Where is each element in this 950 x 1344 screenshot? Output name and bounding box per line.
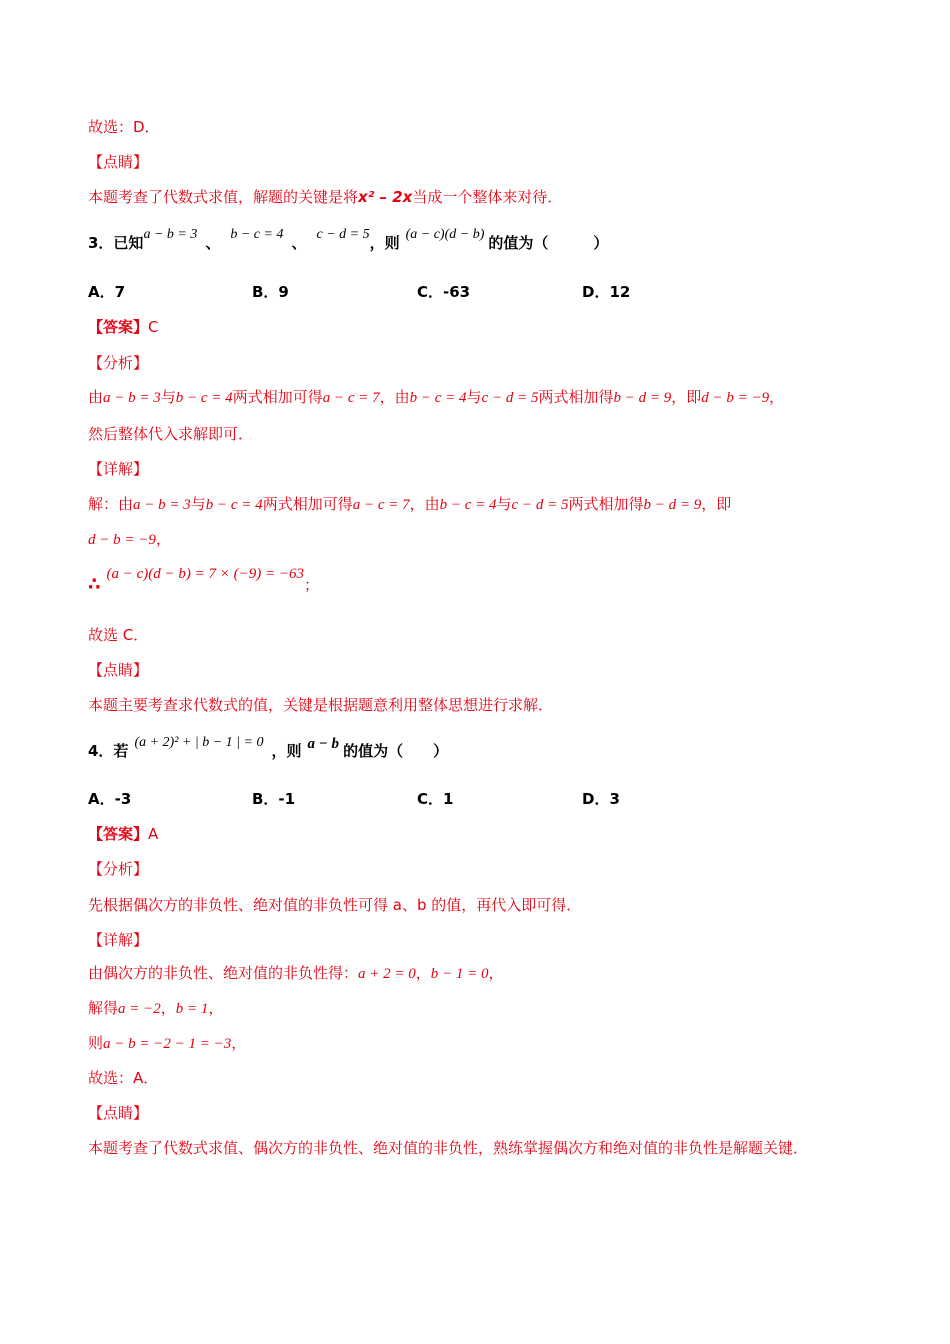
q3-number: 3．已知 (88, 234, 144, 252)
q4-detail-text: 则 (88, 1034, 104, 1052)
q3-detail-text: 解：由 (88, 495, 134, 513)
q4-answer (88, 823, 158, 845)
q3-expr: (a − c)(d − b) (405, 227, 485, 242)
q4-detail-text: 解得 (88, 999, 119, 1017)
q2-comment-math: x² – 2x (358, 188, 413, 206)
q4-detail-line1 (88, 962, 504, 985)
q4-cond: (a + 2)² + | b − 1 | = 0 (134, 735, 264, 750)
q4-detail-text: ， (488, 964, 504, 982)
q4-comment-tag: 【点睛】 (88, 1104, 149, 1122)
q4-answer-value: A (148, 825, 159, 843)
q4-conclusion: 故选：A． (88, 1069, 159, 1087)
q4-expr: a − b (307, 736, 340, 752)
q2-comment-tag: 【点睛】 (88, 153, 149, 171)
q3-detail-text: 两式相加可得 (262, 495, 353, 513)
q3-cond2: b − c = 4 (230, 227, 284, 242)
q3-analysis-text: 两式相加得 (538, 388, 614, 406)
q4-analysis: 先根据偶次方的非负性、绝对值的非负性可得 a、b 的值，再代入即可得． (88, 896, 582, 914)
q4-detail-eq4: b = 1 (175, 1001, 209, 1017)
q3-detail-line1 (88, 493, 731, 516)
q2-conclusion: 故选：D． (88, 118, 160, 136)
q4-detail-tag: 【详解】 (88, 931, 149, 949)
q3-detail-text: 与 (496, 495, 512, 513)
q3-analysis-text: ， (769, 388, 785, 406)
q3-analysis-eq1: a − b = 3 (103, 390, 161, 406)
q2-comment-pre: 本题考查了代数式求值，解题的关键是将 (88, 188, 359, 206)
q3-detail-line3 (88, 566, 320, 595)
q4-option-d: D．3 (582, 790, 620, 808)
q3-detail-tag: 【详解】 (88, 460, 149, 478)
q3-stem (88, 227, 609, 256)
q4-detail-text: ， (208, 999, 224, 1017)
q3-answer (88, 316, 159, 338)
q3-analysis-text: 两式相加可得 (232, 388, 323, 406)
q3-detail-eq8: (a − c)(d − b) = 7 × (−9) = −63 (106, 566, 305, 582)
q3-conclusion: 故选 C． (88, 626, 149, 644)
q4-mid: ，则 (271, 742, 302, 760)
q4-detail-text: ， (415, 964, 431, 982)
q4-detail-text: 由偶次方的非负性、绝对值的非负性得： (88, 964, 359, 982)
q3-option-a: A．7 (88, 283, 126, 301)
q3-cond1: a − b = 3 (143, 227, 198, 242)
q3-cond3: c − d = 5 (316, 227, 370, 242)
q3-analysis-text: 由 (88, 388, 104, 406)
q2-comment (88, 186, 562, 208)
q3-analysis-text: ，由 (379, 388, 410, 406)
q3-detail-eq1: a − b = 3 (133, 497, 191, 513)
q4-detail-text: ， (160, 999, 176, 1017)
q3-analysis-eq3: a − c = 7 (322, 390, 380, 406)
q3-answer-value: C (148, 318, 159, 336)
q3-option-c: C．-63 (417, 283, 471, 301)
q3-tail: 的值为（ ） (488, 234, 609, 252)
q3-detail-text: ，由 (409, 495, 440, 513)
q3-detail-text: ，即 (701, 495, 732, 513)
q3-analysis-line2: 然后整体代入求解即可． (88, 425, 254, 443)
q3-detail-eq5: c − d = 5 (511, 497, 569, 513)
q3-sep1: 、 (205, 234, 221, 252)
q3-detail-text: 与 (190, 495, 206, 513)
q3-analysis-text: ，即 (671, 388, 702, 406)
q3-analysis-eq5: c − d = 5 (481, 390, 539, 406)
q3-answer-tag: 【答案】 (88, 318, 149, 336)
q3-comment: 本题主要考查求代数式的值，关键是根据题意利用整体思想进行求解． (88, 696, 554, 714)
q3-detail-line2 (88, 528, 171, 551)
q4-option-b: B．-1 (252, 790, 296, 808)
q3-analysis-eq2: b − c = 4 (175, 390, 233, 406)
q2-comment-post: 当成一个整体来对待． (412, 188, 563, 206)
q4-detail-line3 (88, 1032, 246, 1055)
q3-mid: ，则 (369, 234, 400, 252)
q4-number: 4．若 (88, 742, 129, 760)
q3-detail-eq6: b − d = 9 (643, 497, 702, 513)
q4-detail-eq1: a + 2 = 0 (358, 966, 416, 982)
therefore-symbol: ∴ (88, 574, 101, 595)
q3-option-d: D．12 (582, 283, 631, 301)
q4-option-a: A．-3 (88, 790, 132, 808)
q3-detail-eq3: a − c = 7 (352, 497, 410, 513)
q3-analysis-tag: 【分析】 (88, 354, 149, 372)
q4-detail-eq5: a − b = −2 − 1 = −3 (103, 1036, 232, 1052)
q4-detail-line2 (88, 997, 223, 1020)
q3-analysis-text: 与 (466, 388, 482, 406)
q4-detail-eq2: b − 1 = 0 (430, 966, 489, 982)
q3-detail-eq7: d − b = −9 (88, 532, 156, 548)
q3-analysis-eq7: d − b = −9 (701, 390, 770, 406)
q3-detail-text: ， (155, 530, 171, 548)
q4-option-c: C．1 (417, 790, 454, 808)
q3-detail-eq2: b − c = 4 (205, 497, 263, 513)
q3-analysis-eq4: b − c = 4 (409, 390, 467, 406)
q3-analysis-line1 (88, 386, 784, 409)
q4-tail: 的值为（ ） (343, 742, 449, 760)
q3-detail-eq4: b − c = 4 (439, 497, 497, 513)
q4-detail-eq3: a = −2 (118, 1001, 161, 1017)
q4-stem (88, 735, 449, 764)
q3-detail-text: 两式相加得 (568, 495, 644, 513)
q4-comment: 本题考查了代数式求值、偶次方的非负性、绝对值的非负性，熟练掌握偶次方和绝对值的非负性是解题关键． (88, 1139, 809, 1157)
q4-analysis-tag: 【分析】 (88, 860, 149, 878)
q3-comment-tag: 【点睛】 (88, 661, 149, 679)
q3-sep2: 、 (291, 234, 307, 252)
q3-option-b: B．9 (252, 283, 289, 301)
q4-answer-tag: 【答案】 (88, 825, 149, 843)
q3-analysis-eq6: b − d = 9 (613, 390, 672, 406)
q4-detail-text: ， (231, 1034, 247, 1052)
q3-analysis-text: 与 (160, 388, 176, 406)
q3-detail-text: ； (304, 576, 320, 594)
